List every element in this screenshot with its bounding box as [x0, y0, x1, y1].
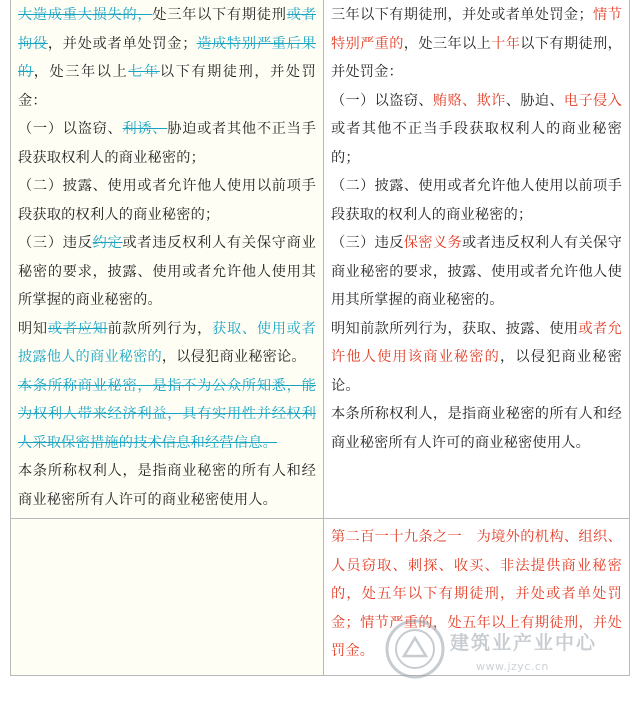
- old-rights-holder-definition: 本条所称权利人，是指商业秘密的所有人和经商业秘密所有人许可的商业秘密使用人。: [18, 463, 316, 508]
- table-row: [11, 0, 630, 519]
- new-rights-holder-definition: 本条所称权利人，是指商业秘密的所有人和经商业秘密所有人许可的商业秘密使用人。: [331, 406, 622, 451]
- old-item-2: （二）披露、使用或者允许他人使用以前项手段获取的权利人的商业秘密的；: [18, 178, 316, 223]
- new-item-2: （二）披露、使用或者允许他人使用以前项手段获取的权利人的商业秘密的；: [331, 178, 622, 223]
- table-row: [11, 519, 630, 676]
- new-text-cell: [324, 0, 630, 519]
- comparison-table: [10, 0, 630, 676]
- new-knowing-paragraph: 明知前款所列行为，获取、披露、使用或者允许他人使用该商业秘密的，以侵犯商业秘密论。: [331, 320, 623, 394]
- old-text-cell: [11, 0, 324, 519]
- old-item-3: （三）违反约定或者违反权利人有关保守商业秘密的要求，披露、使用或者允许他人使用其所掌握的商业秘密的。: [18, 235, 316, 308]
- new-article-219-1: 第二百一十九条之一 为境外的机构、组织、人员窃取、刺探、收买、非法提供商业秘密的，处五年以下有期徒刑，并处或者单处罚金；情节严重的，处五年以上有期徒刑，并处罚金。: [331, 529, 622, 659]
- new-penalty-paragraph: 三年以下有期徒刑，并处或者单处罚金；情节特别严重的，处三年以上十年以下有期徒刑，并处罚金：: [331, 7, 622, 80]
- watermark-text: 建筑业产业中心: [450, 632, 598, 654]
- new-item-3: （三）违反保密义务或者违反权利人有关保守商业秘密的要求，披露、使用或者允许他人使用其所掌握的商业秘密的。: [331, 235, 622, 308]
- old-item-1: （一）以盗窃、利诱、胁迫或者其他不正当手段获取权利人的商业秘密的；: [18, 121, 316, 166]
- old-penalty-paragraph: 大造成重大损失的，处三年以下有期徒刑或者拘役，并处或者单处罚金；造成特别严重后果的，处三年以上七年以下有期徒刑，并处罚金：: [18, 7, 317, 109]
- watermark-url: www.jzyc.cn: [476, 660, 549, 673]
- new-article-cell: [324, 519, 630, 676]
- old-definition-deleted: 本条所称商业秘密，是指不为公众所知悉，能为权利人带来经济利益，具有实用性并经权利人采取保密措施的技术信息和经营信息。: [18, 377, 316, 451]
- old-knowing-paragraph: 明知或者应知前款所列行为，获取、使用或者披露他人的商业秘密的，以侵犯商业秘密论。: [18, 320, 316, 365]
- empty-old-cell: [11, 519, 324, 676]
- new-item-1: （一）以盗窃、贿赂、欺诈、胁迫、电子侵入或者其他不正当手段获取权利人的商业秘密的；: [331, 92, 622, 166]
